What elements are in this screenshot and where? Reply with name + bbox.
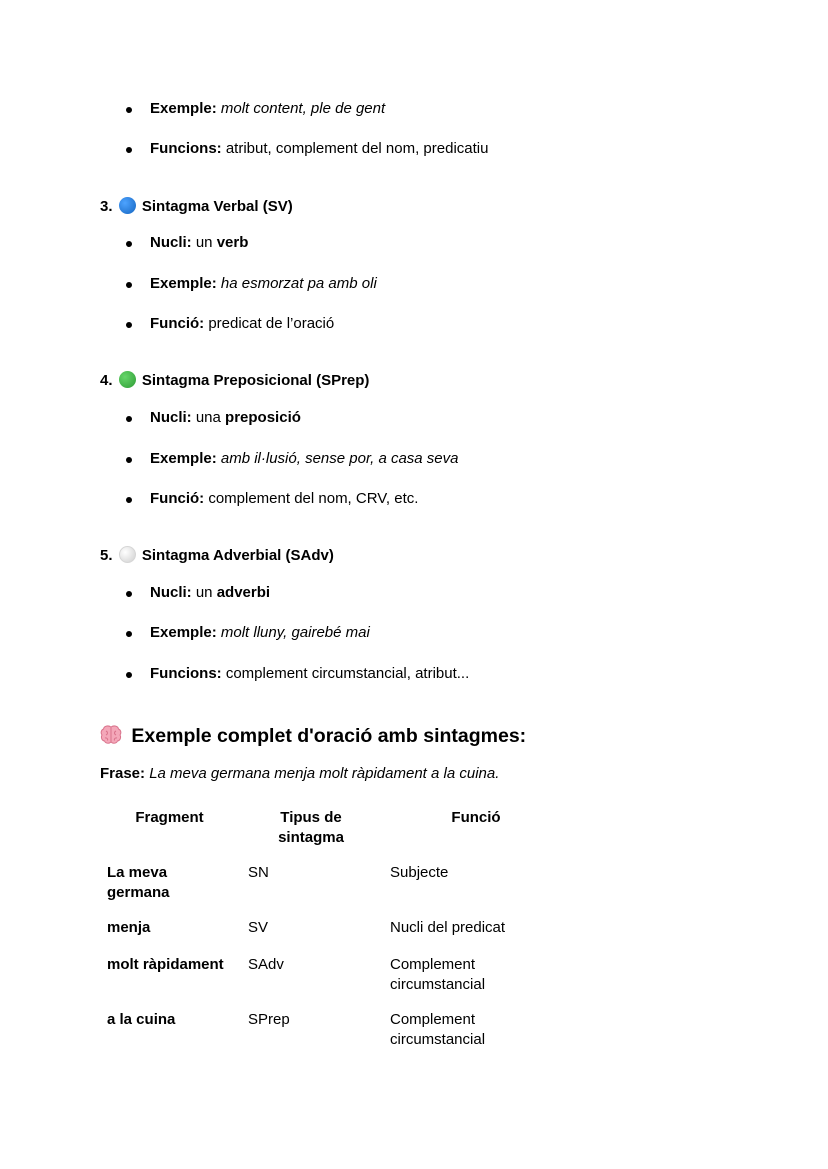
section-heading-sadv — [100, 545, 334, 567]
item-text: una — [195, 409, 221, 426]
cell-funcio: Complement circumstancial — [390, 1011, 486, 1048]
section-title: Sintagma Adverbial (SAdv) — [141, 547, 334, 564]
bullet-dot — [126, 241, 132, 247]
list-item-exemple — [150, 449, 459, 469]
bullet-dot — [126, 322, 132, 328]
bullet-dot — [126, 497, 132, 503]
frase-text: La meva germana menja molt ràpidament a la cuina. — [149, 765, 500, 782]
item-label: Funció: — [150, 315, 205, 332]
list-item-exemple — [150, 623, 370, 643]
cell-tipus: SV — [248, 919, 269, 936]
section-number: 3. — [100, 198, 113, 215]
section-heading-sprep — [100, 370, 369, 392]
item-label: Nucli: — [150, 409, 192, 426]
item-bold: verb — [216, 234, 249, 251]
cell-fragment: menja — [107, 919, 151, 936]
item-text: un — [195, 584, 213, 601]
bullet-dot — [126, 107, 132, 113]
table-header-tipus: Tipus de sintagma — [278, 809, 344, 846]
cell-fragment: molt ràpidament — [107, 956, 224, 973]
list-item-exemple — [150, 274, 377, 294]
section-title: Sintagma Verbal (SV) — [141, 198, 293, 215]
cell-funcio: Complement circumstancial — [390, 956, 486, 993]
frase-line — [100, 764, 499, 784]
frase-label: Frase: — [100, 765, 146, 782]
item-text: atribut, complement del nom, predicatiu — [225, 140, 489, 157]
item-text: complement del nom, CRV, etc. — [208, 490, 419, 507]
item-bold: preposició — [225, 409, 301, 426]
list-item-exemple — [150, 99, 385, 119]
cell-tipus: SN — [248, 864, 269, 881]
bullet-dot — [126, 457, 132, 463]
bullet-dot — [126, 147, 132, 153]
item-label: Exemple: — [150, 275, 217, 292]
item-label: Funcions: — [150, 140, 222, 157]
list-item-funcio — [150, 314, 334, 334]
cell-tipus: SAdv — [248, 956, 284, 973]
item-text: complement circumstancial, atribut... — [225, 665, 470, 682]
table-header-fragment: Fragment — [135, 809, 204, 826]
bullet-dot — [126, 591, 132, 597]
item-label: Exemple: — [150, 100, 217, 117]
bullet-dot — [126, 416, 132, 422]
item-text: molt lluny, gairebé mai — [220, 624, 370, 641]
item-text: ha esmorzat pa amb oli — [220, 275, 377, 292]
item-label: Nucli: — [150, 234, 192, 251]
blue-circle-icon — [119, 197, 136, 214]
example-heading — [100, 723, 526, 749]
cell-fragment: La meva germana — [107, 864, 170, 901]
list-item-funcions — [150, 139, 488, 159]
list-item-nucli — [150, 408, 301, 428]
bullet-dot — [126, 282, 132, 288]
item-label: Exemple: — [150, 450, 217, 467]
white-circle-icon — [119, 546, 136, 563]
cell-funcio: Subjecte — [390, 864, 449, 881]
bullet-dot — [126, 672, 132, 678]
list-item-nucli — [150, 233, 248, 253]
section-title: Sintagma Preposicional (SPrep) — [141, 372, 370, 389]
table-header-funcio: Funció — [451, 809, 501, 826]
list-item-funcions — [150, 664, 469, 684]
section-number: 4. — [100, 372, 113, 389]
item-label: Exemple: — [150, 624, 217, 641]
example-title: Exemple complet d'oració amb sintagmes: — [131, 725, 527, 747]
item-label: Funció: — [150, 490, 205, 507]
item-label: Nucli: — [150, 584, 192, 601]
item-text: molt content, ple de gent — [220, 100, 386, 117]
section-heading-sv — [100, 196, 293, 218]
item-text: predicat de l’oració — [208, 315, 335, 332]
green-circle-icon — [119, 371, 136, 388]
cell-funcio: Nucli del predicat — [390, 919, 506, 936]
cell-tipus: SPrep — [248, 1011, 290, 1028]
list-item-funcio — [150, 489, 418, 509]
item-text: amb il·lusió, sense por, a casa seva — [220, 450, 459, 467]
bullet-dot — [126, 631, 132, 637]
brain-icon — [100, 725, 122, 745]
item-text: un — [195, 234, 213, 251]
item-bold: adverbi — [216, 584, 271, 601]
list-item-nucli — [150, 583, 270, 603]
cell-fragment: a la cuina — [107, 1011, 176, 1028]
item-label: Funcions: — [150, 665, 222, 682]
section-number: 5. — [100, 547, 113, 564]
